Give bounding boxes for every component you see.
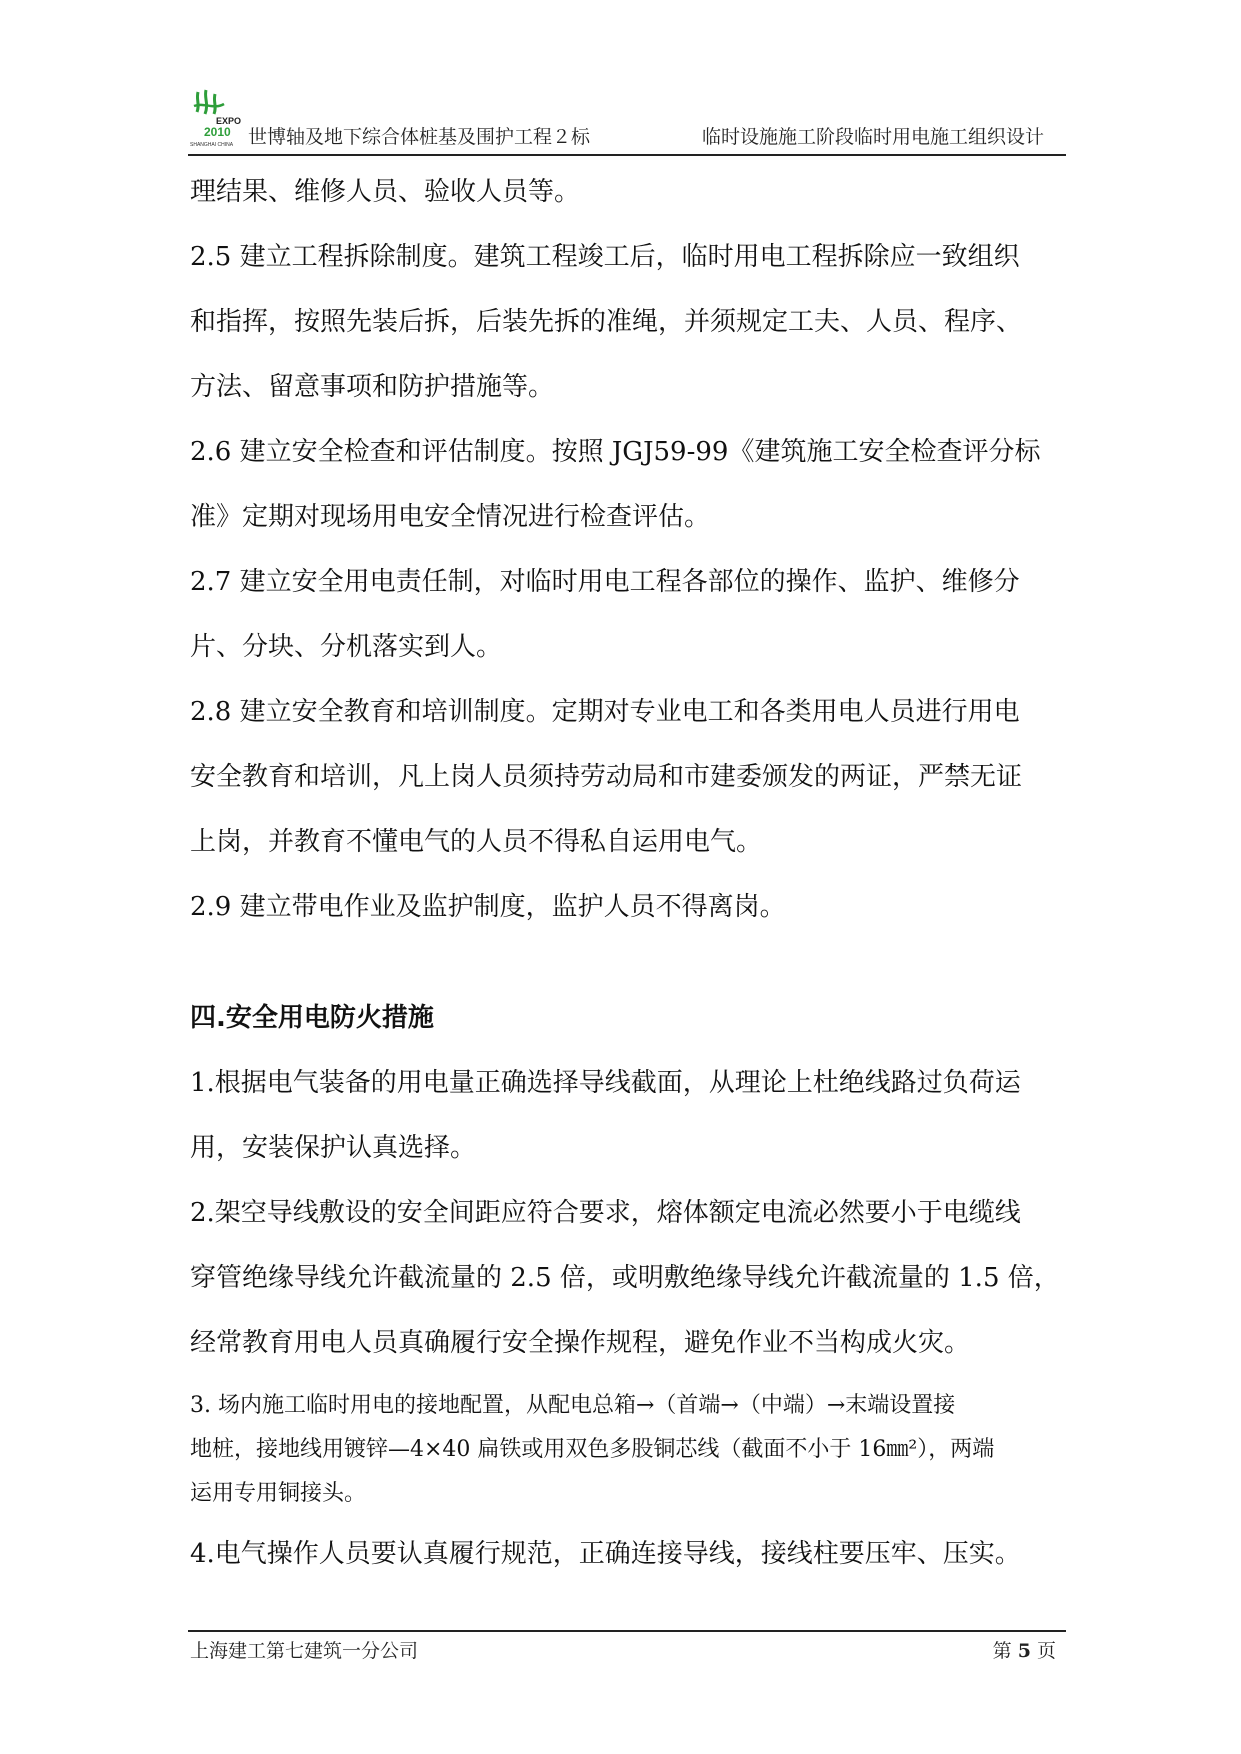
small-line: 运用专用铜接头。 [190,1481,367,1506]
body-line: 片、分块、分机落实到人。 [190,632,503,662]
body-line: 理结果、维修人员、验收人员等。 [190,177,581,207]
small-line: 3. 场内施工临时用电的接地配置，从配电总箱→（首端→（中端）→末端设置接 [190,1393,956,1418]
document-body [190,160,1070,1587]
body-line: 上岗，并教育不懂电气的人员不得私自运用电气。 [190,827,763,857]
page-number-value: 5 [1017,1640,1031,1662]
page-number [993,1636,1056,1663]
section-line: 穿管绝缘导线允许截流量的 2.5 倍，或明敷绝缘导线允许截流量的 1.5 倍， [190,1263,1060,1293]
body-line: 2.8 建立安全教育和培训制度。定期对专业电工和各类用电人员进行用电 [190,697,1020,727]
body-line: 2.9 建立带电作业及监护制度，监护人员不得离岗。 [190,892,786,922]
body-line: 4.电气操作人员要认真履行规范，正确连接导线，接线柱要压牢、压实。 [190,1539,1021,1569]
svg-text:2010: 2010 [204,125,231,139]
expo-2010-logo-icon [190,88,246,148]
section-line: 1.根据电气装备的用电量正确选择导线截面，从理论上杜绝线路过负荷运 [190,1068,1021,1098]
page-footer [188,1630,1066,1662]
page-suffix: 页 [1030,1640,1056,1662]
body-line: 安全教育和培训，凡上岗人员须持劳动局和市建委颁发的两证，严禁无证 [190,762,1023,792]
body-line: 2.5 建立工程拆除制度。建筑工程竣工后，临时用电工程拆除应一致组织 [190,242,1020,272]
body-line: 准》定期对现场用电安全情况进行检查评估。 [190,502,711,532]
section-heading: 四.安全用电防火措施 [190,1003,434,1033]
svg-text:EXPO: EXPO [216,116,242,126]
section-line: 经常教育用电人员真确履行安全操作规程，避免作业不当构成火灾。 [190,1328,971,1358]
section-line: 用，安装保护认真选择。 [190,1133,477,1163]
section-line: 2.架空导线敷设的安全间距应符合要求，熔体额定电流必然要小于电缆线 [190,1198,1021,1228]
body-line: 方法、留意事项和防护措施等。 [190,372,555,402]
body-line: 和指挥，按照先装后拆，后装先拆的准绳，并须规定工夫、人员、程序、 [190,307,1023,337]
body-line: 2.7 建立安全用电责任制，对临时用电工程各部位的操作、监护、维修分 [190,567,1020,597]
body-line: 2.6 建立安全检查和评估制度。按照 JGJ59-99《建筑施工安全检查评分标 [190,437,1041,467]
header-left-title: 世博轴及地下综合体桩基及围护工程２标 [248,126,591,148]
svg-text:SHANGHAI CHINA: SHANGHAI CHINA [190,142,234,148]
page-prefix: 第 [992,1640,1018,1662]
footer-company: 上海建工第七建筑一分公司 [190,1640,419,1662]
page-header [188,86,1066,156]
header-right-title: 临时设施施工阶段临时用电施工组织设计 [701,126,1044,148]
small-line: 地桩，接地线用镀锌—4×40 扁铁或用双色多股铜芯线（截面不小于 16㎜²），两端 [190,1437,995,1462]
